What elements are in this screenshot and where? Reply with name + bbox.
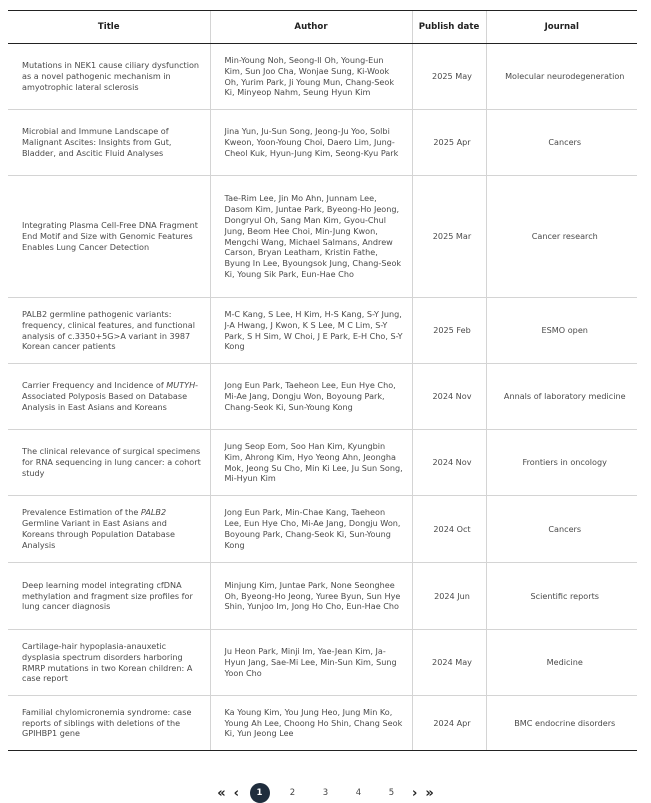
table-row[interactable] — [8, 496, 637, 563]
publication-title[interactable]: Integrating Plasma Cell-Free DNA Fragment End Motif and Size with Genomic Features Enables Lung Cancer Detection — [8, 176, 210, 298]
publication-authors: Ju Heon Park, Minji Im, Yae-Jean Kim, Ja-Hyun Jang, Sae-Mi Lee, Min-Sun Kim, Sung Yoon Cho — [210, 630, 412, 696]
publication-title[interactable]: Cartilage-hair hypoplasia-anauxetic dysplasia spectrum disorders harboring RMRP mutations in two Korean children: A case report — [8, 630, 210, 696]
table-row[interactable] — [8, 44, 637, 110]
publication-date: 2025 Mar — [412, 176, 486, 298]
publication-date: 2024 Jun — [412, 563, 486, 630]
publication-journal: ESMO open — [486, 298, 637, 364]
publication-authors: Jung Seop Eom, Soo Han Kim, Kyungbin Kim, Ahrong Kim, Hyo Yeong Ahn, Jeongha Mok, Jeong Su Cho, Min Ki Lee, Ju Sun Song, Mi-Hyun Kim — [210, 430, 412, 496]
publication-title[interactable]: The clinical relevance of surgical specimens for RNA sequencing in lung cancer: a cohort study — [8, 430, 210, 496]
title-text: Prevalence Estimation of the — [22, 507, 141, 518]
publication-authors: Jina Yun, Ju-Sun Song, Jeong-Ju Yoo, Solbi Kweon, Yoon-Young Choi, Daero Lim, Jung-Cheol Kuk, Hyun-Jung Kim, Seong-Kyu Park — [210, 110, 412, 176]
publication-date: 2024 Nov — [412, 430, 486, 496]
publication-authors: Tae-Rim Lee, Jin Mo Ahn, Junnam Lee, Dasom Kim, Juntae Park, Byeong-Ho Jeong, Dongryul Oh, Sang Man Kim, Gyou-Chul Jung, Beom Hee Choi, Min-Jung Kwon, Mengchi Wang, Michael Salmans, Andrew Carson, Bryan Leatham, Kristin Fathe, Byung In Lee, Byoungsok Jung, Chang-Seok Ki, Young Sik Park, Eun-Hae Cho — [210, 176, 412, 298]
publications-table — [8, 10, 637, 751]
title-text: -Associated Polyposis Based on Database Analysis in East Asians and Koreans — [22, 380, 199, 412]
column-header-title: Title — [8, 11, 210, 44]
publication-date: 2024 Oct — [412, 496, 486, 563]
prev-page-icon[interactable]: ‹ — [233, 785, 239, 801]
publication-journal: Medicine — [486, 630, 637, 696]
publication-date: 2025 Apr — [412, 110, 486, 176]
publication-authors: Jong Eun Park, Min-Chae Kang, Taeheon Lee, Eun Hye Cho, Mi-Ae Jang, Dongju Won, Boyoung Park, Chang-Seok Ki, Sun-Young Kong — [210, 496, 412, 563]
publication-authors: Min-Young Noh, Seong-Il Oh, Young-Eun Kim, Sun Joo Cha, Wonjae Sung, Ki-Wook Oh, Yurim Park, Ji Young Mun, Chang-Seok Ki, Minyeop Nahm, Seung Hyun Kim — [210, 44, 412, 110]
publication-journal: Frontiers in oncology — [486, 430, 637, 496]
table-row[interactable] — [8, 430, 637, 496]
first-page-icon[interactable]: « — [217, 785, 226, 801]
publication-title[interactable]: Microbial and Immune Landscape of Malignant Ascites: Insights from Gut, Bladder, and Ascitic Fluid Analyses — [8, 110, 210, 176]
publication-title[interactable] — [8, 496, 210, 563]
publication-journal: Scientific reports — [486, 563, 637, 630]
last-page-icon[interactable]: » — [425, 785, 434, 801]
table-row[interactable] — [8, 176, 637, 298]
column-header-author: Author — [210, 11, 412, 44]
gene-name: PALB2 — [140, 507, 167, 518]
table-body — [8, 44, 637, 751]
page-4-button[interactable]: 4 — [355, 788, 362, 798]
publication-title[interactable] — [8, 364, 210, 430]
publication-journal: Molecular neurodegeneration — [486, 44, 637, 110]
publication-date: 2025 May — [412, 44, 486, 110]
page-1-button[interactable]: 1 — [250, 783, 270, 803]
publication-journal: Cancer research — [486, 176, 637, 298]
table-row[interactable] — [8, 696, 637, 751]
column-header-publish-date: Publish date — [412, 11, 486, 44]
publication-date: 2024 Nov — [412, 364, 486, 430]
page-3-button[interactable]: 3 — [322, 788, 329, 798]
publication-authors: Jong Eun Park, Taeheon Lee, Eun Hye Cho, Mi-Ae Jang, Dongju Won, Boyoung Park, Chang-Seok Ki, Sun-Young Kong — [210, 364, 412, 430]
table-row[interactable] — [8, 298, 637, 364]
publication-title[interactable]: Deep learning model integrating cfDNA methylation and fragment size profiles for lung cancer diagnosis — [8, 563, 210, 630]
table-row[interactable] — [8, 563, 637, 630]
column-header-journal: Journal — [486, 11, 637, 44]
table-row[interactable] — [8, 110, 637, 176]
title-text: Carrier Frequency and Incidence of — [22, 380, 167, 391]
table-header — [8, 11, 637, 44]
page-5-button[interactable]: 5 — [388, 788, 395, 798]
next-page-icon[interactable]: › — [412, 785, 418, 801]
publication-title[interactable]: Familial chylomicronemia syndrome: case reports of siblings with deletions of the GPIHBP1 gene — [8, 696, 210, 751]
publication-authors: Ka Young Kim, You Jung Heo, Jung Min Ko, Young Ah Lee, Choong Ho Shin, Chang Seok Ki, Yun Jeong Lee — [210, 696, 412, 751]
publication-date: 2024 Apr — [412, 696, 486, 751]
gene-name: MUTYH — [166, 380, 196, 391]
publication-journal: Cancers — [486, 110, 637, 176]
publication-authors: Minjung Kim, Juntae Park, None Seonghee Oh, Byeong-Ho Jeong, Yuree Byun, Sun Hye Shin, Yunjoo Im, Jong Ho Cho, Eun-Hae Cho — [210, 563, 412, 630]
header-row — [8, 11, 637, 44]
publication-journal: BMC endocrine disorders — [486, 696, 637, 751]
table-row[interactable] — [8, 630, 637, 696]
publication-date: 2024 May — [412, 630, 486, 696]
publication-title[interactable]: PALB2 germline pathogenic variants: frequency, clinical features, and functional analysis of c.3350+5G>A variant in 3987 Korean cancer patients — [8, 298, 210, 364]
publication-title[interactable]: Mutations in NEK1 cause ciliary dysfunction as a novel pathogenic mechanism in amyotrophic lateral sclerosis — [8, 44, 210, 110]
publication-journal: Annals of laboratory medicine — [486, 364, 637, 430]
publication-date: 2025 Feb — [412, 298, 486, 364]
publication-journal: Cancers — [486, 496, 637, 563]
title-text: Germline Variant in East Asians and Koreans through Population Database Analysis — [22, 518, 175, 550]
page-2-button[interactable]: 2 — [289, 788, 296, 798]
table-row[interactable] — [8, 364, 637, 430]
publication-authors: M-C Kang, S Lee, H Kim, H-S Kang, S-Y Jung, J-A Hwang, J Kwon, K S Lee, M C Lim, S-Y Park, S H Sim, W Choi, J E Park, E-H Cho, S-Y Kong — [210, 298, 412, 364]
pagination — [0, 784, 651, 802]
